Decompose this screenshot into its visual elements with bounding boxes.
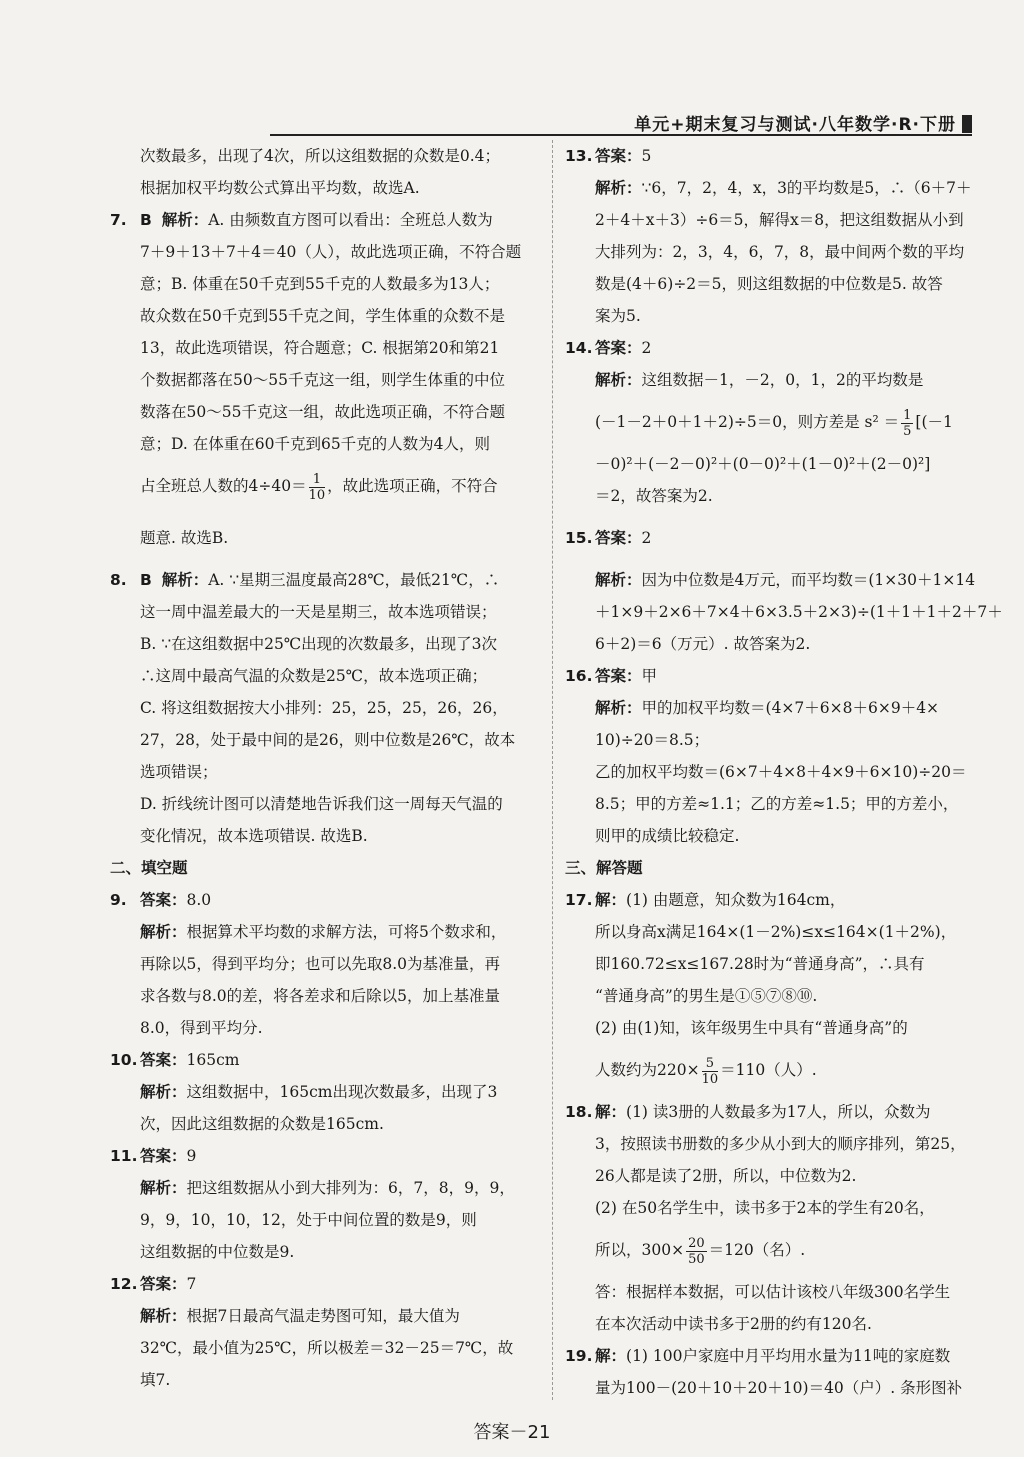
text-line: 答：根据样本数据，可以估计该校八年级300名学生: [595, 1283, 951, 1301]
text-line: 量为100－(20＋10＋20＋10)＝40（户）. 条形图补: [595, 1379, 963, 1397]
text-line: 解析：这组数据－1，－2，0，1，2的平均数是: [595, 371, 924, 389]
text-line: 这组数据的中位数是9.: [140, 1243, 295, 1261]
text-line: 8.0，得到平均分.: [140, 1019, 263, 1037]
text-line: 意；B. 体重在50千克到55千克的人数最多为13人；: [140, 275, 500, 293]
text-line: 13，故此选项错误，符合题意；C. 根据第20和第21: [140, 339, 500, 357]
text-line: 8.5；甲的方差≈1.1；乙的方差≈1.5；甲的方差小，: [595, 795, 959, 813]
question-16: 16. 答案：甲: [565, 667, 658, 685]
text-line: 再除以5，得到平均分；也可以先取8.0为基准量，再: [140, 955, 501, 973]
right-column: [565, 140, 1003, 1404]
page-number: 答案－21: [473, 1422, 551, 1443]
question-14: 14. 答案：2: [565, 339, 652, 357]
text-line: 次，因此这组数据的众数是165cm.: [140, 1115, 384, 1133]
question-7: 7. B 解析：A. 由频数直方图可以看出：全班总人数为: [110, 211, 493, 229]
text-line: 26人都是读了2册，所以，中位数为2.: [595, 1167, 857, 1185]
text-line: －0)²＋(－2－0)²＋(0－0)²＋(1－0)²＋(2－0)²]: [595, 455, 931, 473]
text-line: C. 将这组数据按大小排列：25，25，25，26，26，: [140, 699, 508, 717]
text-line: 解析：∵6，7，2，4，x，3的平均数是5，∴（6＋7＋: [595, 179, 972, 197]
text-line: 在本次活动中读书多于2册的约有120名.: [595, 1315, 872, 1333]
text-line: 次数最多，出现了4次，所以这组数据的众数是0.4；: [140, 147, 501, 165]
text-line: 乙的加权平均数＝(6×7＋4×8＋4×9＋6×10)÷20＝: [595, 763, 967, 781]
column-divider: [552, 140, 554, 1400]
text-line: 这一周中温差最大的一天是星期三，故本选项错误；: [140, 603, 497, 621]
question-13: 13. 答案：5: [565, 147, 652, 165]
fraction: $\frac{1}{5}$: [903, 407, 912, 439]
text-line: 案为5.: [595, 307, 641, 325]
text-line: 3，按照读书册数的多少从小到大的顺序排列，第25，: [595, 1135, 966, 1153]
text-line: ∴这周中最高气温的众数是25℃，故本选项正确；: [140, 667, 488, 685]
text-line: 所以身高x满足164×(1－2%)≤x≤164×(1＋2%)，: [595, 923, 957, 941]
text-line: 10)÷20＝8.5；: [595, 731, 710, 749]
fraction: $\frac{5}{10}$: [701, 1055, 719, 1087]
text-line: (2) 由(1)知，该年级男生中具有“普通身高”的: [595, 1019, 908, 1037]
text-line: 人数约为220× $\frac{5}{10}$ ＝110（人）.: [595, 1055, 817, 1087]
text-line: 27，28，处于最中间的是26，则中位数是26℃，故本: [140, 731, 516, 749]
question-15: 15. 答案：2: [565, 529, 652, 547]
question-8: 8. B 解析：A. ∵星期三温度最高28℃，最低21℃，∴: [110, 571, 500, 589]
text-line: 变化情况，故本选项错误. 故选B.: [140, 827, 368, 845]
text-line: 选项错误；: [140, 763, 218, 781]
text-line: (－1－2＋0＋1＋2)÷5＝0，则方差是 s² ＝ $\frac{1}{5}$ [(－1: [595, 407, 953, 439]
text-line: 意；D. 在体重在60千克到65千克的人数为4人，则: [140, 435, 491, 453]
question-18: 18. 解：(1) 读3册的人数最多为17人，所以，众数为: [565, 1103, 931, 1121]
text-line: B. ∵在这组数据中25℃出现的次数最多，出现了3次: [140, 635, 498, 653]
question-10: 10. 答案：165cm: [110, 1051, 240, 1069]
text-line: 解析：根据算术平均数的求解方法，可将5个数求和，: [140, 923, 507, 941]
text-line: 解析：把这组数据从小到大排列为：6，7，8，9，9，: [140, 1179, 515, 1197]
section-heading: 二、填空题: [110, 859, 188, 877]
text-line: 32℃，最小值为25℃，所以极差＝32－25＝7℃，故: [140, 1339, 514, 1357]
text-line: ＋1×9＋2×6＋7×4＋6×3.5＋2×3)÷(1＋1＋1＋2＋7＋: [595, 603, 1003, 621]
question-12: 12. 答案：7: [110, 1275, 197, 1293]
fraction: $\frac{1}{10}$: [308, 471, 326, 503]
left-column: [110, 140, 540, 1396]
text-line: 7＋9＋13＋7＋4＝40（人），故此选项正确，不符合题: [140, 243, 522, 261]
page-header: 单元+期末复习与测试·八年数学·R·下册: [270, 110, 972, 136]
question-19: 19. 解：(1) 100户家庭中月平均用水量为11吨的家庭数: [565, 1347, 951, 1365]
question-11: 11. 答案：9: [110, 1147, 197, 1165]
text-line: D. 折线统计图可以清楚地告诉我们这一周每天气温的: [140, 795, 503, 813]
text-line: 2＋4＋x＋3）÷6＝5，解得x＝8，把这组数据从小到: [595, 211, 964, 229]
text-line: 即160.72≤x≤167.28时为“普通身高”，∴具有: [595, 955, 925, 973]
text-line: 所以，300× $\frac{20}{50}$ ＝120（名）.: [595, 1235, 806, 1267]
text-line: 解析：甲的加权平均数＝(4×7＋6×8＋6×9＋4×: [595, 699, 940, 717]
text-line: 根据加权平均数公式算出平均数，故选A.: [140, 179, 420, 197]
section-heading: 三、解答题: [565, 859, 643, 877]
text-line: 则甲的成绩比较稳定.: [595, 827, 740, 845]
text-line: 题意. 故选B.: [140, 529, 229, 547]
text-line: 6＋2)＝6（万元）. 故答案为2.: [595, 635, 811, 653]
text-line: 解析：这组数据中，165cm出现次数最多，出现了3: [140, 1083, 498, 1101]
text-line: ＝2，故答案为2.: [595, 487, 713, 505]
text-line: 解析：根据7日最高气温走势图可知，最大值为: [140, 1307, 460, 1325]
text-line: “普通身高”的男生是①⑤⑦⑧⑩.: [595, 987, 818, 1005]
text-line: 大排列为：2，3，4，6，7，8，最中间两个数的平均: [595, 243, 965, 261]
text-line: 求各数与8.0的差，将各差求和后除以5，加上基准量: [140, 987, 501, 1005]
question-17: 17. 解：(1) 由题意，知众数为164cm，: [565, 891, 846, 909]
question-9: 9. 答案：8.0: [110, 891, 212, 909]
text-line: 解析：因为中位数是4万元，而平均数＝(1×30＋1×14: [595, 571, 976, 589]
text-line: 填7.: [140, 1371, 171, 1389]
text-line: 个数据都落在50～55千克这一组，则学生体重的中位: [140, 371, 505, 389]
text-line: 占全班总人数的4÷40＝ $\frac{1}{10}$ ，故此选项正确，不符合: [140, 471, 498, 503]
header-marker: [962, 115, 972, 133]
text-line: 数落在50～55千克这一组，故此选项正确，不符合题: [140, 403, 505, 421]
fraction: $\frac{20}{50}$: [688, 1235, 705, 1267]
text-line: 故众数在50千克到55千克之间，学生体重的众数不是: [140, 307, 505, 325]
text-line: 9，9，10，10，12，处于中间位置的数是9，则: [140, 1211, 477, 1229]
text-line: (2) 在50名学生中，读书多于2本的学生有20名，: [595, 1199, 935, 1217]
text-line: 数是(4＋6)÷2＝5，则这组数据的中位数是5. 故答: [595, 275, 943, 293]
